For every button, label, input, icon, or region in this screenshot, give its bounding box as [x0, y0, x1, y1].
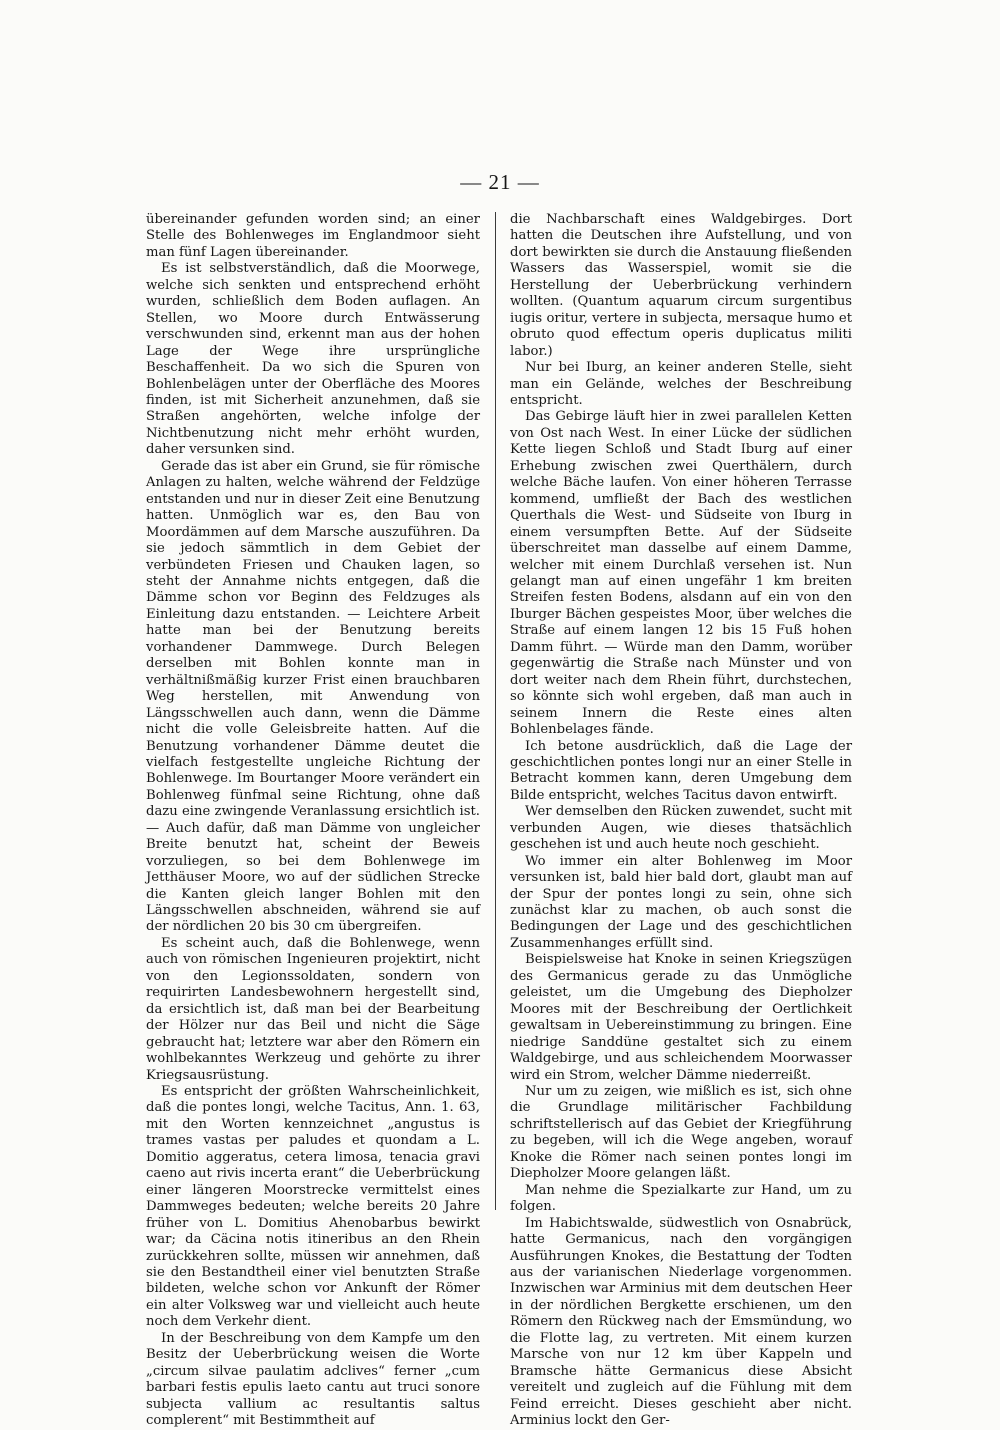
paragraph: die Nachbarschaft eines Waldgebirges. Dort hatten die Deutschen ihre Aufstellung, und von dort bewirkten sie durch die Anstauung fließenden Wassers das Wasserspiel, womit sie die Herstellung der Ueberbrückung verhindern wollten. (Quantum aquarum circum surgentibus iugis oritur, vertere in subjecta, mersaque humo et obruto quod effectum operis duplicatus militi labor.)	[510, 212, 852, 359]
paragraph: Beispielsweise hat Knoke in seinen Kriegszügen des Germanicus gerade zu das Unmögliche geleistet, um die Umgebung des Diepholzer Moores mit der Beschreibung der Oertlichkeit gewaltsam in Uebereinstimmung zu bringen. Eine niedrige Sanddüne gestaltet sich zu einem Waldgebirge, und aus schleichendem Moorwasser wird ein Strom, welcher Dämme niederreißt.	[510, 952, 852, 1083]
paragraph: In der Beschreibung von dem Kampfe um den Besitz der Ueberbrückung weisen die Worte „circum silvae paulatim adclives“ ferner „cum barbari festis epulis laeto cantu aut truci sonore subjecta vallium ac resultantis saltus complerent“ mit Bestimmtheit auf	[146, 1330, 480, 1429]
paragraph: Gerade das ist aber ein Grund, sie für römische Anlagen zu halten, welche während der Feldzüge entstanden und nur in dieser Zeit eine Benutzung hatten. Unmöglich war es, den Bau von Moordämmen auf dem Marsche auszuführen. Da sie jedoch sämmtlich in dem Gebiet der verbündeten Friesen und Chauken lagen, so steht der Annahme nichts entgegen, daß die Dämme schon vor Beginn des Feldzuges als Einleitung dazu entstanden. — Leichtere Arbeit hatte man bei der Benutzung bereits vorhandener Dammwege. Durch Belegen derselben mit Bohlen konnte man in verhältnißmäßig kurzer Frist einen brauchbaren Weg herstellen, mit Anwendung von Längsschwellen auch dann, wenn die Dämme nicht die volle Geleisbreite hatten. Auf die Benutzung vorhandener Dämme deutet die vielfach festgestellte ungleiche Richtung der Bohlenwege. Im Bourtanger Moore verändert ein Bohlenweg fünfmal seine Richtung, ohne daß dazu eine zwingende Veranlassung ersichtlich ist. — Auch dafür, daß man Dämme von ungleicher Breite benutzt hat, scheint der Beweis vorzuliegen, so bei dem Bohlenwege im Jetthäuser Moore, wo auf der südlichen Strecke die Kanten gleich langer Bohlen mit den Längsschwellen abschneiden, während sie auf der nördlichen 20 bis 30 cm übergreifen.	[146, 458, 480, 935]
paragraph: Es ist selbstverständlich, daß die Moorwege, welche sich senkten und entsprechend erhöht wurden, schließlich dem Boden auflagen. An Stellen, wo Moore durch Entwässerung verschwunden sind, erkennt man aus der hohen Lage der Wege ihre ursprüngliche Beschaffenheit. Da wo sich die Spuren von Bohlenbelägen unter der Oberfläche des Moores finden, ist mit Sicherheit anzunehmen, daß sie Straßen angehörten, welche infolge der Nichtbenutzung nicht mehr erhöht wurden, daher versunken sind.	[146, 261, 480, 458]
paragraph: Man nehme die Spezialkarte zur Hand, um zu folgen.	[510, 1182, 852, 1215]
left-column	[146, 212, 480, 1429]
column-divider	[495, 212, 496, 1210]
paragraph: Ich betone ausdrücklich, daß die Lage der geschichtlichen pontes longi nur an einer Stelle in Betracht kommen kann, deren Umgebung dem Bilde entspricht, welches Tacitus davon entwirft.	[510, 738, 852, 803]
page-number: — 21 —	[460, 170, 540, 194]
paragraph: Nur bei Iburg, an keiner anderen Stelle, sieht man ein Gelände, welches der Beschreibung entspricht.	[510, 360, 852, 408]
paragraph: Im Habichtswalde, südwestlich von Osnabrück, hatte Germanicus, nach den vorgängigen Ausführungen Knokes, die Bestattung der Todten aus der varianischen Niederlage vorgenommen. Inzwischen war Arminius mit dem deutschen Heer in der nördlichen Bergkette erschienen, um den Römern den Rückweg nach der Emsmündung, wo die Flotte lag, zu vertreten. Mit einem kurzen Marsche von nur 12 km über Kappeln und Bramsche hätte Germanicus diese Absicht vereitelt und zugleich auf die Fühlung mit dem Feind erreicht. Dieses geschieht aber nicht. Arminius lockt den Ger-	[510, 1215, 852, 1429]
paragraph: Es entspricht der größten Wahrscheinlichkeit, daß die pontes longi, welche Tacitus, Ann. 1. 63, mit den Worten kennzeichnet „angustus is trames vastas per paludes et quondam a L. Domitio aggeratus, cetera limosa, tenacia gravi caeno aut rivis incerta erant“ die Ueberbrückung einer längeren Moorstrecke vermittelst eines Dammweges bedeuten; welche bereits 20 Jahre früher von L. Domitius Ahenobarbus bewirkt war; da Cäcina notis itineribus an den Rhein zurückkehren sollte, müssen wir annehmen, daß sie den Bestandtheil einer viel benutzten Straße bildeten, welche schon vor Ankunft der Römer ein alter Volksweg war und vielleicht auch heute noch dem Verkehr dient.	[146, 1084, 480, 1330]
paragraph: übereinander gefunden worden sind; an einer Stelle des Bohlenweges im Englandmoor sieht man fünf Lagen übereinander.	[146, 212, 480, 260]
paragraph: Das Gebirge läuft hier in zwei parallelen Ketten von Ost nach West. In einer Lücke der südlichen Kette liegen Schloß und Stadt Iburg auf einer Erhebung zwischen zwei Querthälern, durch welche Bäche laufen. Von einer höheren Terrasse kommend, umfließt der Bach des westlichen Querthals die West- und Südseite von Iburg in einem versumpften Bette. Auf der Südseite überschreitet man dasselbe auf einem Damme, welcher mit einem Durchlaß versehen ist. Nun gelangt man auf einen ungefähr 1 km breiten Streifen festen Bodens, alsdann auf ein von den Iburger Bächen gespeistes Moor, über welches die Straße auf einem langen 12 bis 15 Fuß hohen Damm führt. — Würde man den Damm, worüber gegenwärtig die Straße nach Münster und von dort weiter nach dem Rhein führt, durchstechen, so könnte sich wohl ergeben, daß man auch in seinem Innern die Reste eines alten Bohlenbelages fände.	[510, 409, 852, 738]
paragraph: Wo immer ein alter Bohlenweg im Moor versunken ist, bald hier bald dort, glaubt man auf der Spur der pontes longi zu sein, ohne sich zunächst klar zu machen, ob auch sonst die Bedingungen der Lage und des geschichtlichen Zusammenhanges erfüllt sind.	[510, 853, 852, 951]
paragraph: Nur um zu zeigen, wie mißlich es ist, sich ohne die Grundlage militärischer Fachbildung schriftstellerisch auf das Gebiet der Kriegführung zu begeben, will ich die Wege angeben, worauf Knoke die Römer nach seinen pontes longi im Diepholzer Moore gelangen läßt.	[510, 1084, 852, 1182]
right-column	[510, 212, 852, 1429]
paragraph: Es scheint auch, daß die Bohlenwege, wenn auch von römischen Ingenieuren projektirt, nicht von den Legionssoldaten, sondern von requirirten Landesbewohnern hergestellt sind, da ersichtlich ist, daß man bei der Bearbeitung der Hölzer nur das Beil und nicht die Säge gebraucht hat; letztere war aber den Römern ein wohlbekanntes Werkzeug und gehörte zu ihrer Kriegsausrüstung.	[146, 935, 480, 1083]
paragraph: Wer demselben den Rücken zuwendet, sucht mit verbunden Augen, wie dieses thatsächlich geschehen ist und auch heute noch geschieht.	[510, 804, 852, 853]
